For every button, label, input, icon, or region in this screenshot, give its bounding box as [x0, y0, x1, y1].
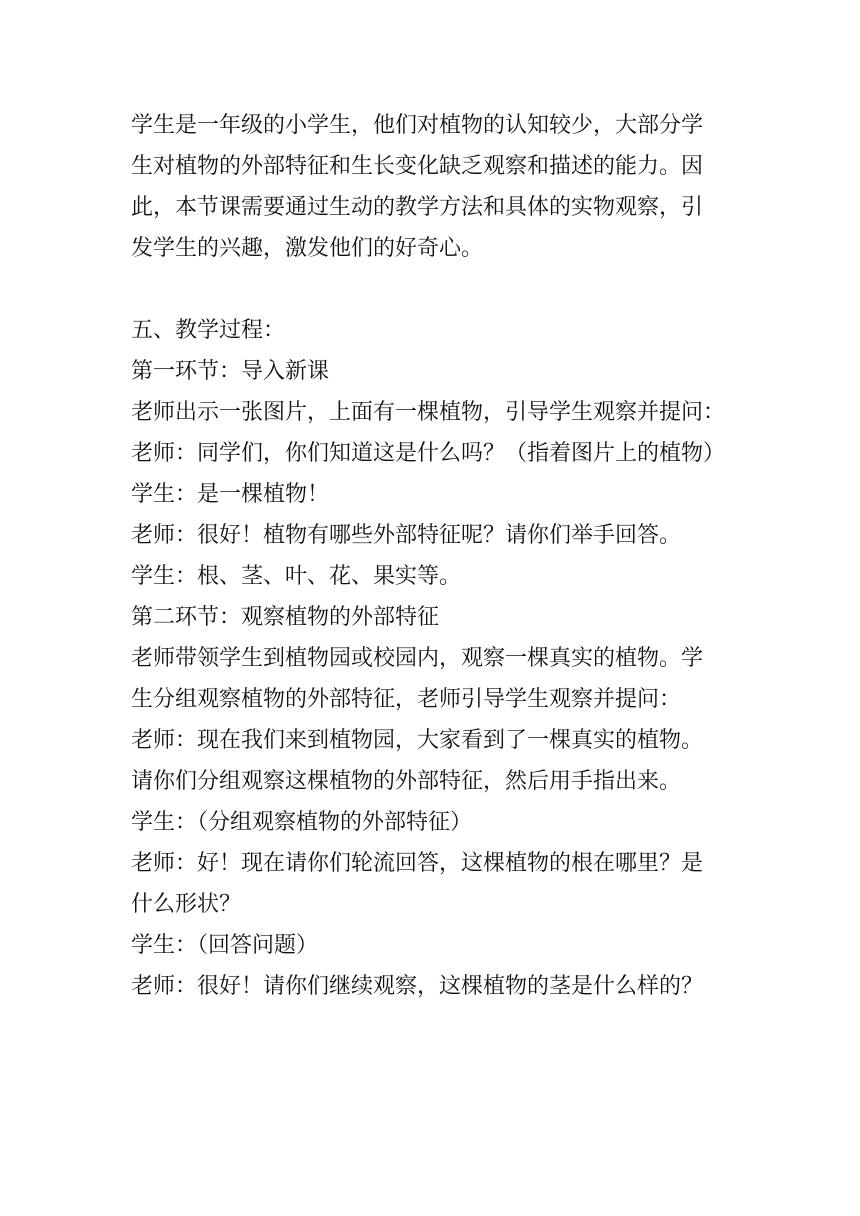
- dialogue-line: 老师：同学们，你们知道这是什么吗？（指着图片上的植物）: [131, 441, 726, 466]
- dialogue-line: 老师：很好！植物有哪些外部特征呢？请你们举手回答。: [131, 523, 682, 548]
- dialogue-line: 学生：是一棵植物！: [131, 482, 330, 507]
- subsection-heading: 第二环节：观察植物的外部特征: [131, 605, 440, 630]
- section-heading: 五、教学过程：: [131, 318, 286, 343]
- dialogue-line: 老师：好！现在请你们轮流回答，这棵植物的根在哪里？是: [131, 851, 704, 876]
- dialogue-line: 学生：根、茎、叶、花、果实等。: [131, 564, 462, 589]
- dialogue-line: 老师：很好！请你们继续观察，这棵植物的茎是什么样的？: [131, 974, 704, 999]
- paragraph-line: 生对植物的外部特征和生长变化缺乏观察和描述的能力。因: [131, 154, 704, 179]
- dialogue-line: 什么形状？: [131, 892, 242, 917]
- paragraph-line: 老师带领学生到植物园或校园内，观察一棵真实的植物。学: [131, 646, 704, 671]
- blank-line: [131, 269, 741, 310]
- paragraph-line: 发学生的兴趣，激发他们的好奇心。: [131, 236, 484, 261]
- dialogue-line: 请你们分组观察这棵植物的外部特征，然后用手指出来。: [131, 769, 682, 794]
- paragraph-line: 学生是一年级的小学生，他们对植物的认知较少，大部分学: [131, 113, 704, 138]
- dialogue-line: 老师：现在我们来到植物园，大家看到了一棵真实的植物。: [131, 728, 704, 753]
- subsection-heading: 第一环节：导入新课: [131, 359, 330, 384]
- paragraph-line: 老师出示一张图片，上面有一棵植物，引导学生观察并提问：: [131, 400, 726, 425]
- paragraph-line: 此，本节课需要通过生动的教学方法和具体的实物观察，引: [131, 195, 704, 220]
- paragraph-line: 生分组观察植物的外部特征，老师引导学生观察并提问：: [131, 687, 682, 712]
- dialogue-line: 学生：（回答问题）: [131, 933, 319, 958]
- document-body: [131, 105, 741, 1007]
- dialogue-line: 学生：（分组观察植物的外部特征）: [131, 810, 473, 835]
